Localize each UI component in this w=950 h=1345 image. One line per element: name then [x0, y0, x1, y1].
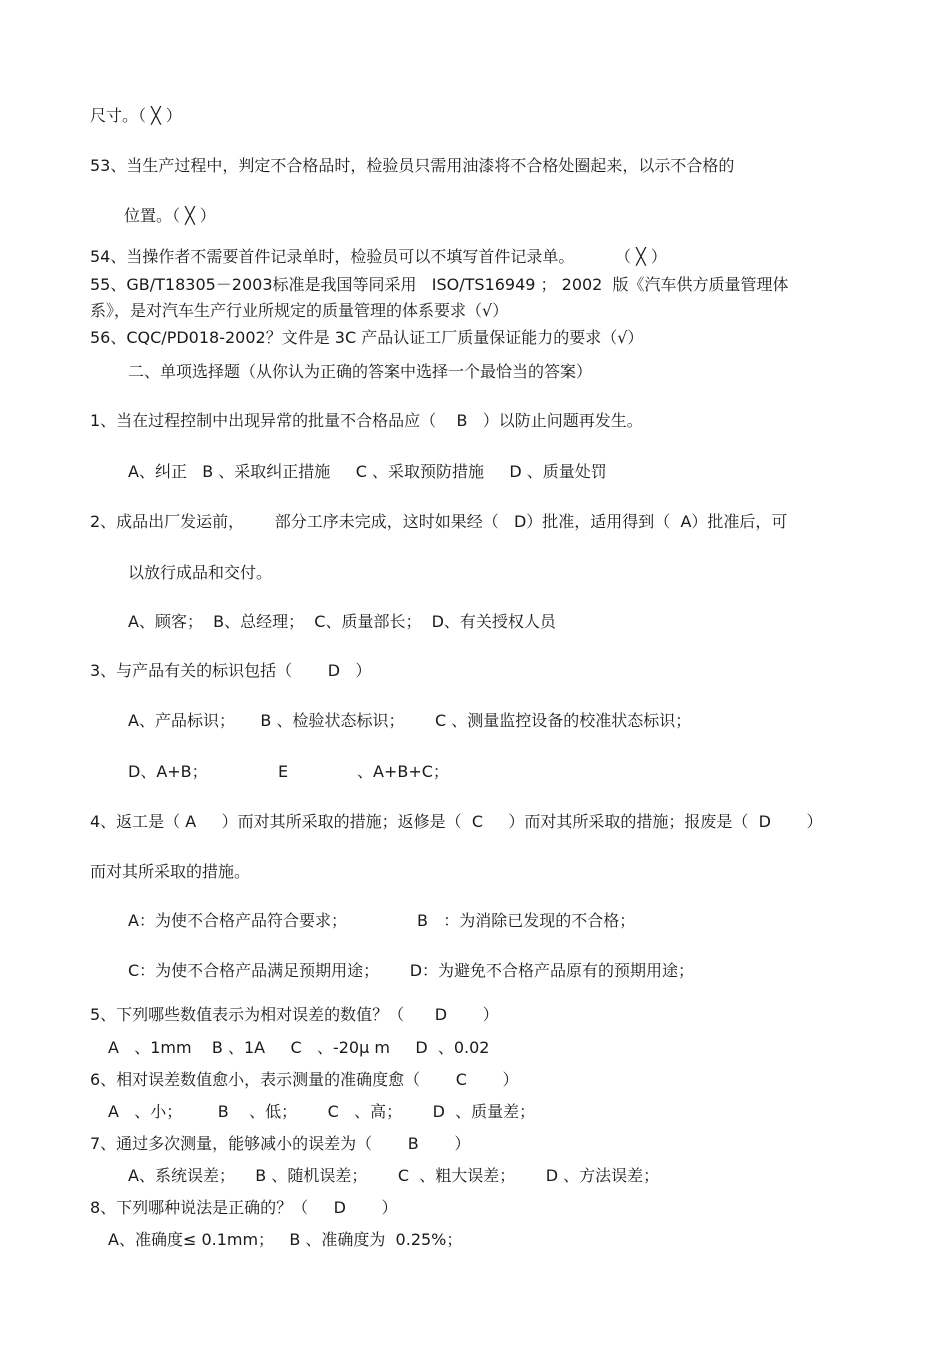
options-3-e: E [278, 762, 289, 781]
question-3: 3、与产品有关的标识包括（ D ） [90, 661, 372, 680]
question-2: 2、成品出厂发运前， 部分工序未完成，这时如果经（ D）批准，适用得到（ A）批准后，可 [90, 512, 788, 531]
text-line: 系》，是对汽车生产行业所规定的质量管理的体系要求（√） [90, 301, 509, 320]
text-line: 53、当生产过程中，判定不合格品时，检验员只需用油漆将不合格处圈起来，以示不合格的 [90, 156, 735, 175]
question-4: 4、返工是（ A ）而对其所采取的措施；返修是（ C ）而对其所采取的措施；报废是（ D ） [90, 812, 823, 831]
question-6: 6、相对误差数值愈小，表示测量的准确度愈（ C ） [90, 1070, 519, 1089]
options-8: A、准确度≤ 0.1mm； B 、准确度为 0.25%； [108, 1230, 463, 1249]
options-4-a: A：为使不合格产品符合要求； [128, 911, 347, 930]
text-line: 尺寸。（ ╳ ） [90, 106, 182, 125]
question-1: 1、当在过程控制中出现异常的批量不合格品应（ B ）以防止问题再发生。 [90, 411, 643, 430]
question-7: 7、通过多次测量，能够减小的误差为（ B ） [90, 1134, 471, 1153]
question-4-cont: 而对其所采取的措施。 [90, 862, 251, 881]
options-6: A 、小； B 、低； C 、高； D 、质量差； [108, 1102, 536, 1121]
options-7: A、系统误差； B 、随机误差； C 、粗大误差； D 、方法误差； [128, 1166, 660, 1185]
options-2: A、顾客； B、总经理； C、质量部长； D、有关授权人员 [128, 612, 556, 631]
question-2-cont: 以放行成品和交付。 [128, 563, 273, 582]
question-8: 8、下列哪种说法是正确的？（ D ） [90, 1198, 398, 1217]
options-1: A、纠正 B 、采取纠正措施 C 、采取预防措施 D 、质量处罚 [128, 462, 607, 481]
options-4-b: B ：为消除已发现的不合格； [417, 911, 636, 930]
section-heading: 二、单项选择题（从你认为正确的答案中选择一个最恰当的答案） [128, 362, 593, 381]
options-3-d: D、A+B； [128, 762, 208, 781]
text-line: 54、当操作者不需要首件记录单时，检验员可以不填写首件记录单。 （ ╳ ） [90, 247, 667, 266]
options-3: A、产品标识； B 、检验状态标识； C 、测量监控设备的校准状态标识； [128, 711, 692, 730]
text-line: 56、CQC/PD018-2002？文件是 3C 产品认证工厂质量保证能力的要求（√） [90, 328, 644, 347]
options-5: A 、1mm B 、1A C 、-20μ m D 、0.02 [108, 1038, 490, 1057]
text-line: 55、GB/T18305－2003标准是我国等同采用 ISO/TS16949 ； 2002 版《汽车供方质量管理体 [90, 275, 789, 294]
options-3-e-text: 、A+B+C； [357, 762, 449, 781]
question-5: 5、下列哪些数值表示为相对误差的数值？（ D ） [90, 1005, 499, 1024]
text-line: 位置。（ ╳ ） [124, 206, 216, 225]
options-4-cd: C：为使不合格产品满足预期用途； D：为避免不合格产品原有的预期用途； [128, 961, 695, 980]
